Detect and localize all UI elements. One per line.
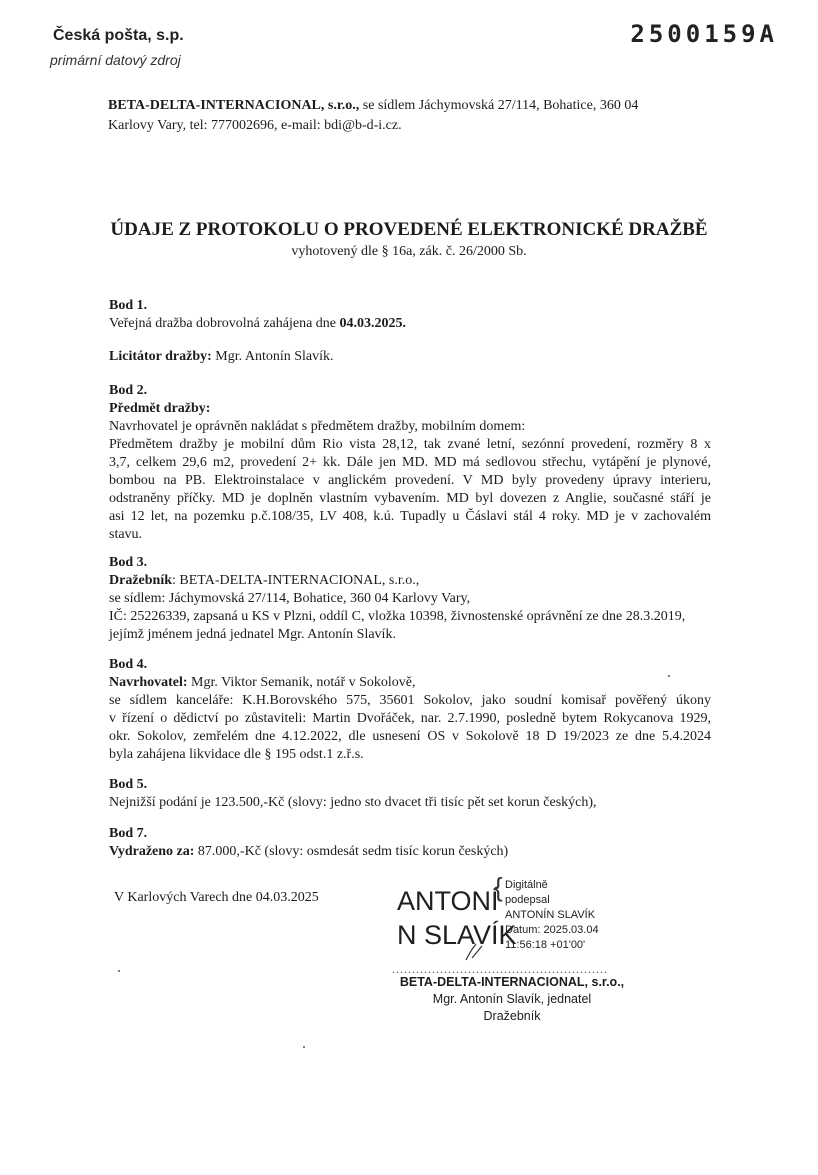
text-line: IČ: 25226339, zapsaná u KS v Plzni, oddíl C, vložka 10398, živnostenské oprávnění ze dne 28.3.2019, bbox=[109, 609, 686, 624]
company-address: se sídlem Jáchymovská 27/114, Bohatice, 360 04 bbox=[359, 98, 639, 113]
section-bod2-heading bbox=[109, 382, 210, 418]
section-bod2-text bbox=[109, 418, 711, 544]
signature-brace: { bbox=[494, 872, 503, 902]
text-line: asi 12 let, na pozemku p.č.108/35, LV 408, k.ú. Tupadly u Čáslavi stál 4 roky. MD je v zachovalém bbox=[109, 509, 711, 524]
section-heading: Bod 5. bbox=[109, 777, 148, 792]
signatory-block bbox=[382, 974, 642, 1025]
auctioneer-name: : BETA-DELTA-INTERNACIONAL, s.r.o., bbox=[172, 573, 420, 588]
signatory-role: Dražebník bbox=[483, 1009, 541, 1023]
text-line: okr. Sokolov, zemřelém dne 4.12.2022, dle usnesení OS v Sokolově 18 D 19/2023 ze dne 5.4.2024 bbox=[109, 729, 711, 744]
signature-name-line: ANTONÍ bbox=[397, 886, 499, 916]
winning-bid-text: 87.000,-Kč (slovy: osmdesát sedm tisíc korun českých) bbox=[194, 844, 509, 859]
scan-speck bbox=[118, 970, 120, 972]
handwritten-stroke-icon bbox=[462, 940, 490, 962]
company-header bbox=[108, 96, 638, 136]
company-name: BETA-DELTA-INTERNACIONAL, s.r.o., bbox=[108, 98, 360, 113]
signature-line: ...................................................... bbox=[392, 962, 608, 976]
signature-info-line: podepsal bbox=[505, 894, 550, 906]
text-line: jejímž jménem jedná jednatel Mgr. Antonín Slavík. bbox=[109, 627, 396, 642]
licitator-value: Mgr. Antonín Slavík. bbox=[211, 349, 334, 364]
text-line: byla zahájena likvidace dle § 195 odst.1 z.ř.s. bbox=[109, 747, 364, 762]
place-date: V Karlových Varech dne 04.03.2025 bbox=[114, 890, 319, 905]
section-heading: Bod 2. bbox=[109, 383, 148, 398]
signature-info-line: ANTONÍN SLAVÍK bbox=[505, 909, 596, 921]
signature-info-line: 11:56:18 +01'00' bbox=[505, 939, 586, 951]
proposer-name: Mgr. Viktor Semanik, notář v Sokolově, bbox=[187, 675, 416, 690]
winning-bid-label: Vydraženo za: bbox=[109, 844, 195, 859]
text-line: se sídlem kanceláře: K.H.Borovského 575, 35601 Sokolov, jako soudní komisař pověřený úkony bbox=[109, 693, 711, 708]
text-line: 3,7, celkem 29,6 m2, provedení 2+ kk. Dále jen MD. MD má sedlovou střechu, vytápění je plynové, bbox=[109, 455, 711, 470]
proposer-label: Navrhovatel: bbox=[109, 675, 188, 690]
text-line: bombou na PB. Elektroinstalace v anglickém provedení. V MD byly provedeny úpravy interieru, bbox=[109, 473, 711, 488]
signature-info-line: Digitálně bbox=[505, 879, 548, 891]
section-subheading: Předmět dražby: bbox=[109, 401, 211, 416]
document-number: 2500159A bbox=[630, 20, 778, 48]
licitator-label: Licitátor dražby: bbox=[109, 349, 212, 364]
section-bod4-text bbox=[109, 692, 711, 764]
section-heading: Bod 3. bbox=[109, 555, 148, 570]
signature-info bbox=[505, 878, 599, 953]
lowest-bid-text: Nejnižší podání je 123.500,-Kč (slovy: jedno sto dvacet tři tisíc pět set korun českých), bbox=[109, 795, 597, 810]
signatory-company: BETA-DELTA-INTERNACIONAL, s.r.o., bbox=[399, 975, 625, 989]
scan-speck bbox=[303, 1046, 305, 1048]
page-subtitle: vyhotovený dle § 16a, zák. č. 26/2000 Sb. bbox=[291, 244, 527, 259]
section-licitator bbox=[109, 348, 334, 366]
text-line: odstraněny příčky. MD je doplněn vlastním vybavením. MD byl dovezen z Anglie, současné stáří je bbox=[109, 491, 711, 506]
section-heading: Bod 1. bbox=[109, 298, 148, 313]
auction-start-text: Veřejná dražba dobrovolná zahájena dne bbox=[109, 316, 340, 331]
signature-name-line: N SLAVÍK bbox=[397, 920, 517, 950]
scan-speck bbox=[668, 675, 670, 677]
postal-office-name: Česká pošta, s.p. bbox=[53, 27, 184, 44]
section-bod5 bbox=[109, 776, 597, 812]
section-bod1 bbox=[109, 297, 406, 333]
section-heading: Bod 4. bbox=[109, 657, 148, 672]
text-line: Navrhovatel je oprávněn nakládat s předmětem dražby, mobilním domem: bbox=[109, 419, 526, 434]
section-bod7 bbox=[109, 825, 508, 861]
text-line: stavu. bbox=[109, 527, 143, 542]
text-line: se sídlem: Jáchymovská 27/114, Bohatice, 360 04 Karlovy Vary, bbox=[109, 591, 471, 606]
company-contact: Karlovy Vary, tel: 777002696, e-mail: bdi@b-d-i.cz. bbox=[108, 118, 402, 133]
auctioneer-label: Dražebník bbox=[109, 573, 172, 588]
postal-source-label: primární datový zdroj bbox=[50, 52, 181, 68]
auction-start-date: 04.03.2025. bbox=[339, 316, 406, 331]
signature-info-line: Datum: 2025.03.04 bbox=[505, 924, 599, 936]
text-line: v řízení o dědictví po zůstaviteli: Martin Dvořáček, nar. 2.7.1990, posledně bytem Rokycanova 1929, bbox=[109, 711, 711, 726]
signatory-person: Mgr. Antonín Slavík, jednatel bbox=[432, 992, 592, 1006]
section-bod4-heading bbox=[109, 656, 416, 692]
text-line: Předmětem dražby je mobilní dům Rio vista 28,12, tak zvané letní, sezónní provedení, rozměry 8 x bbox=[109, 437, 711, 452]
page-title: ÚDAJE Z PROTOKOLU O PROVEDENÉ ELEKTRONICKÉ DRAŽBĚ bbox=[110, 219, 708, 240]
section-heading: Bod 7. bbox=[109, 826, 148, 841]
section-bod3 bbox=[109, 554, 685, 644]
